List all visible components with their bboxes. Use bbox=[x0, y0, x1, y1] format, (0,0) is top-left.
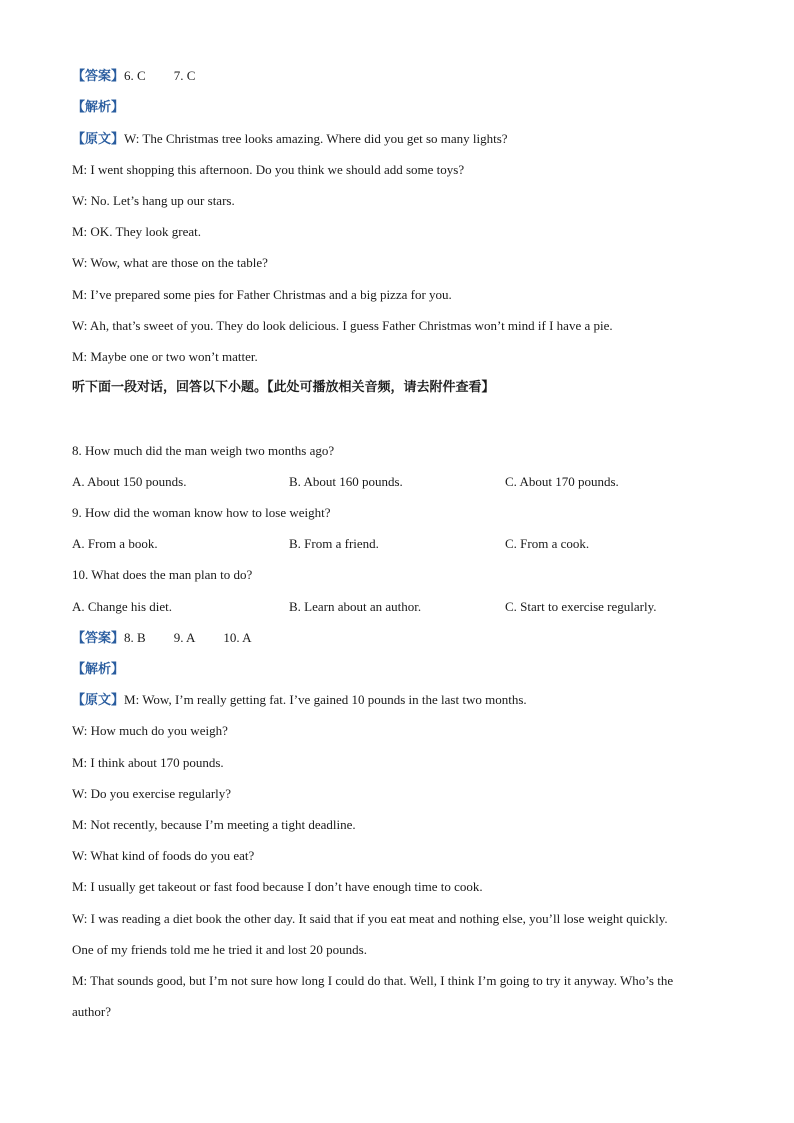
option-8c: C. About 170 pounds. bbox=[505, 474, 619, 489]
transcript-1-line-5: W: Wow, what are those on the table? bbox=[72, 255, 268, 270]
option-8a: A. About 150 pounds. bbox=[72, 474, 187, 489]
transcript-1-line-3: W: No. Let’s hang up our stars. bbox=[72, 193, 235, 208]
option-9c: C. From a cook. bbox=[505, 536, 590, 551]
option-10b: B. Learn about an author. bbox=[289, 599, 422, 614]
answer-9: 9. A bbox=[173, 630, 196, 645]
option-9b: B. From a friend. bbox=[289, 536, 379, 551]
answer-tag: 【答案】 bbox=[72, 631, 125, 646]
transcript-tag: 【原文】 bbox=[72, 132, 125, 147]
option-9a: A. From a book. bbox=[72, 536, 158, 551]
transcript-2-line-1: 【原文】M: Wow, I’m really getting fat. I’ve gained 10 pounds in the last two months. bbox=[72, 692, 527, 708]
transcript-2-line-7: M: I usually get takeout or fast food because I don’t have enough time to cook. bbox=[72, 879, 483, 894]
question-8: 8. How much did the man weigh two months ago? bbox=[72, 443, 335, 458]
analysis-tag: 【解析】 bbox=[72, 100, 125, 115]
transcript-2-line-10: M: That sounds good, but I’m not sure how long I could do that. Well, I think I’m going to try it anyway. Who’s the bbox=[72, 973, 674, 988]
transcript-1-line-8: M: Maybe one or two won’t matter. bbox=[72, 349, 258, 364]
analysis-line-1 bbox=[72, 98, 124, 117]
answer-line-2 bbox=[72, 629, 252, 648]
listening-instruction: 听下面一段对话，回答以下小题。【此处可播放相关音频，请去附件查看】 bbox=[72, 380, 495, 395]
answer-8: 8. B bbox=[124, 630, 146, 645]
answer-7: 7. C bbox=[173, 68, 196, 83]
answer-10: 10. A bbox=[223, 630, 252, 645]
transcript-1-line-4: M: OK. They look great. bbox=[72, 224, 202, 239]
transcript-2-line-9: One of my friends told me he tried it and lost 20 pounds. bbox=[72, 942, 367, 957]
transcript-2-line-11: author? bbox=[72, 1004, 111, 1019]
question-9: 9. How did the woman know how to lose weight? bbox=[72, 505, 331, 520]
transcript-1-line-6: M: I’ve prepared some pies for Father Christmas and a big pizza for you. bbox=[72, 287, 452, 302]
transcript-2-line-3: M: I think about 170 pounds. bbox=[72, 755, 224, 770]
transcript-2-line-4: W: Do you exercise regularly? bbox=[72, 786, 232, 801]
analysis-line-2 bbox=[72, 660, 124, 679]
option-10c: C. Start to exercise regularly. bbox=[505, 599, 657, 614]
transcript-tag: 【原文】 bbox=[72, 693, 125, 708]
option-8b: B. About 160 pounds. bbox=[289, 474, 403, 489]
transcript-1-line-2: M: I went shopping this afternoon. Do you think we should add some toys? bbox=[72, 162, 465, 177]
transcript-1-line-1: 【原文】W: The Christmas tree looks amazing. Where did you get so many lights? bbox=[72, 131, 508, 147]
transcript-2-line-5: M: Not recently, because I’m meeting a tight deadline. bbox=[72, 817, 356, 832]
answer-line-1 bbox=[72, 67, 195, 86]
answer-6: 6. C bbox=[124, 68, 146, 83]
analysis-tag: 【解析】 bbox=[72, 662, 125, 677]
transcript-1-line-7: W: Ah, that’s sweet of you. They do look delicious. I guess Father Christmas won’t mind if I have a pie. bbox=[72, 318, 613, 333]
transcript-2-line-8: W: I was reading a diet book the other day. It said that if you eat meat and nothing else, you’ll lose weight quickly. bbox=[72, 911, 668, 926]
transcript-2-line-6: W: What kind of foods do you eat? bbox=[72, 848, 255, 863]
option-10a: A. Change his diet. bbox=[72, 599, 173, 614]
question-10: 10. What does the man plan to do? bbox=[72, 567, 253, 582]
answer-tag: 【答案】 bbox=[72, 69, 125, 84]
transcript-2-line-2: W: How much do you weigh? bbox=[72, 723, 228, 738]
